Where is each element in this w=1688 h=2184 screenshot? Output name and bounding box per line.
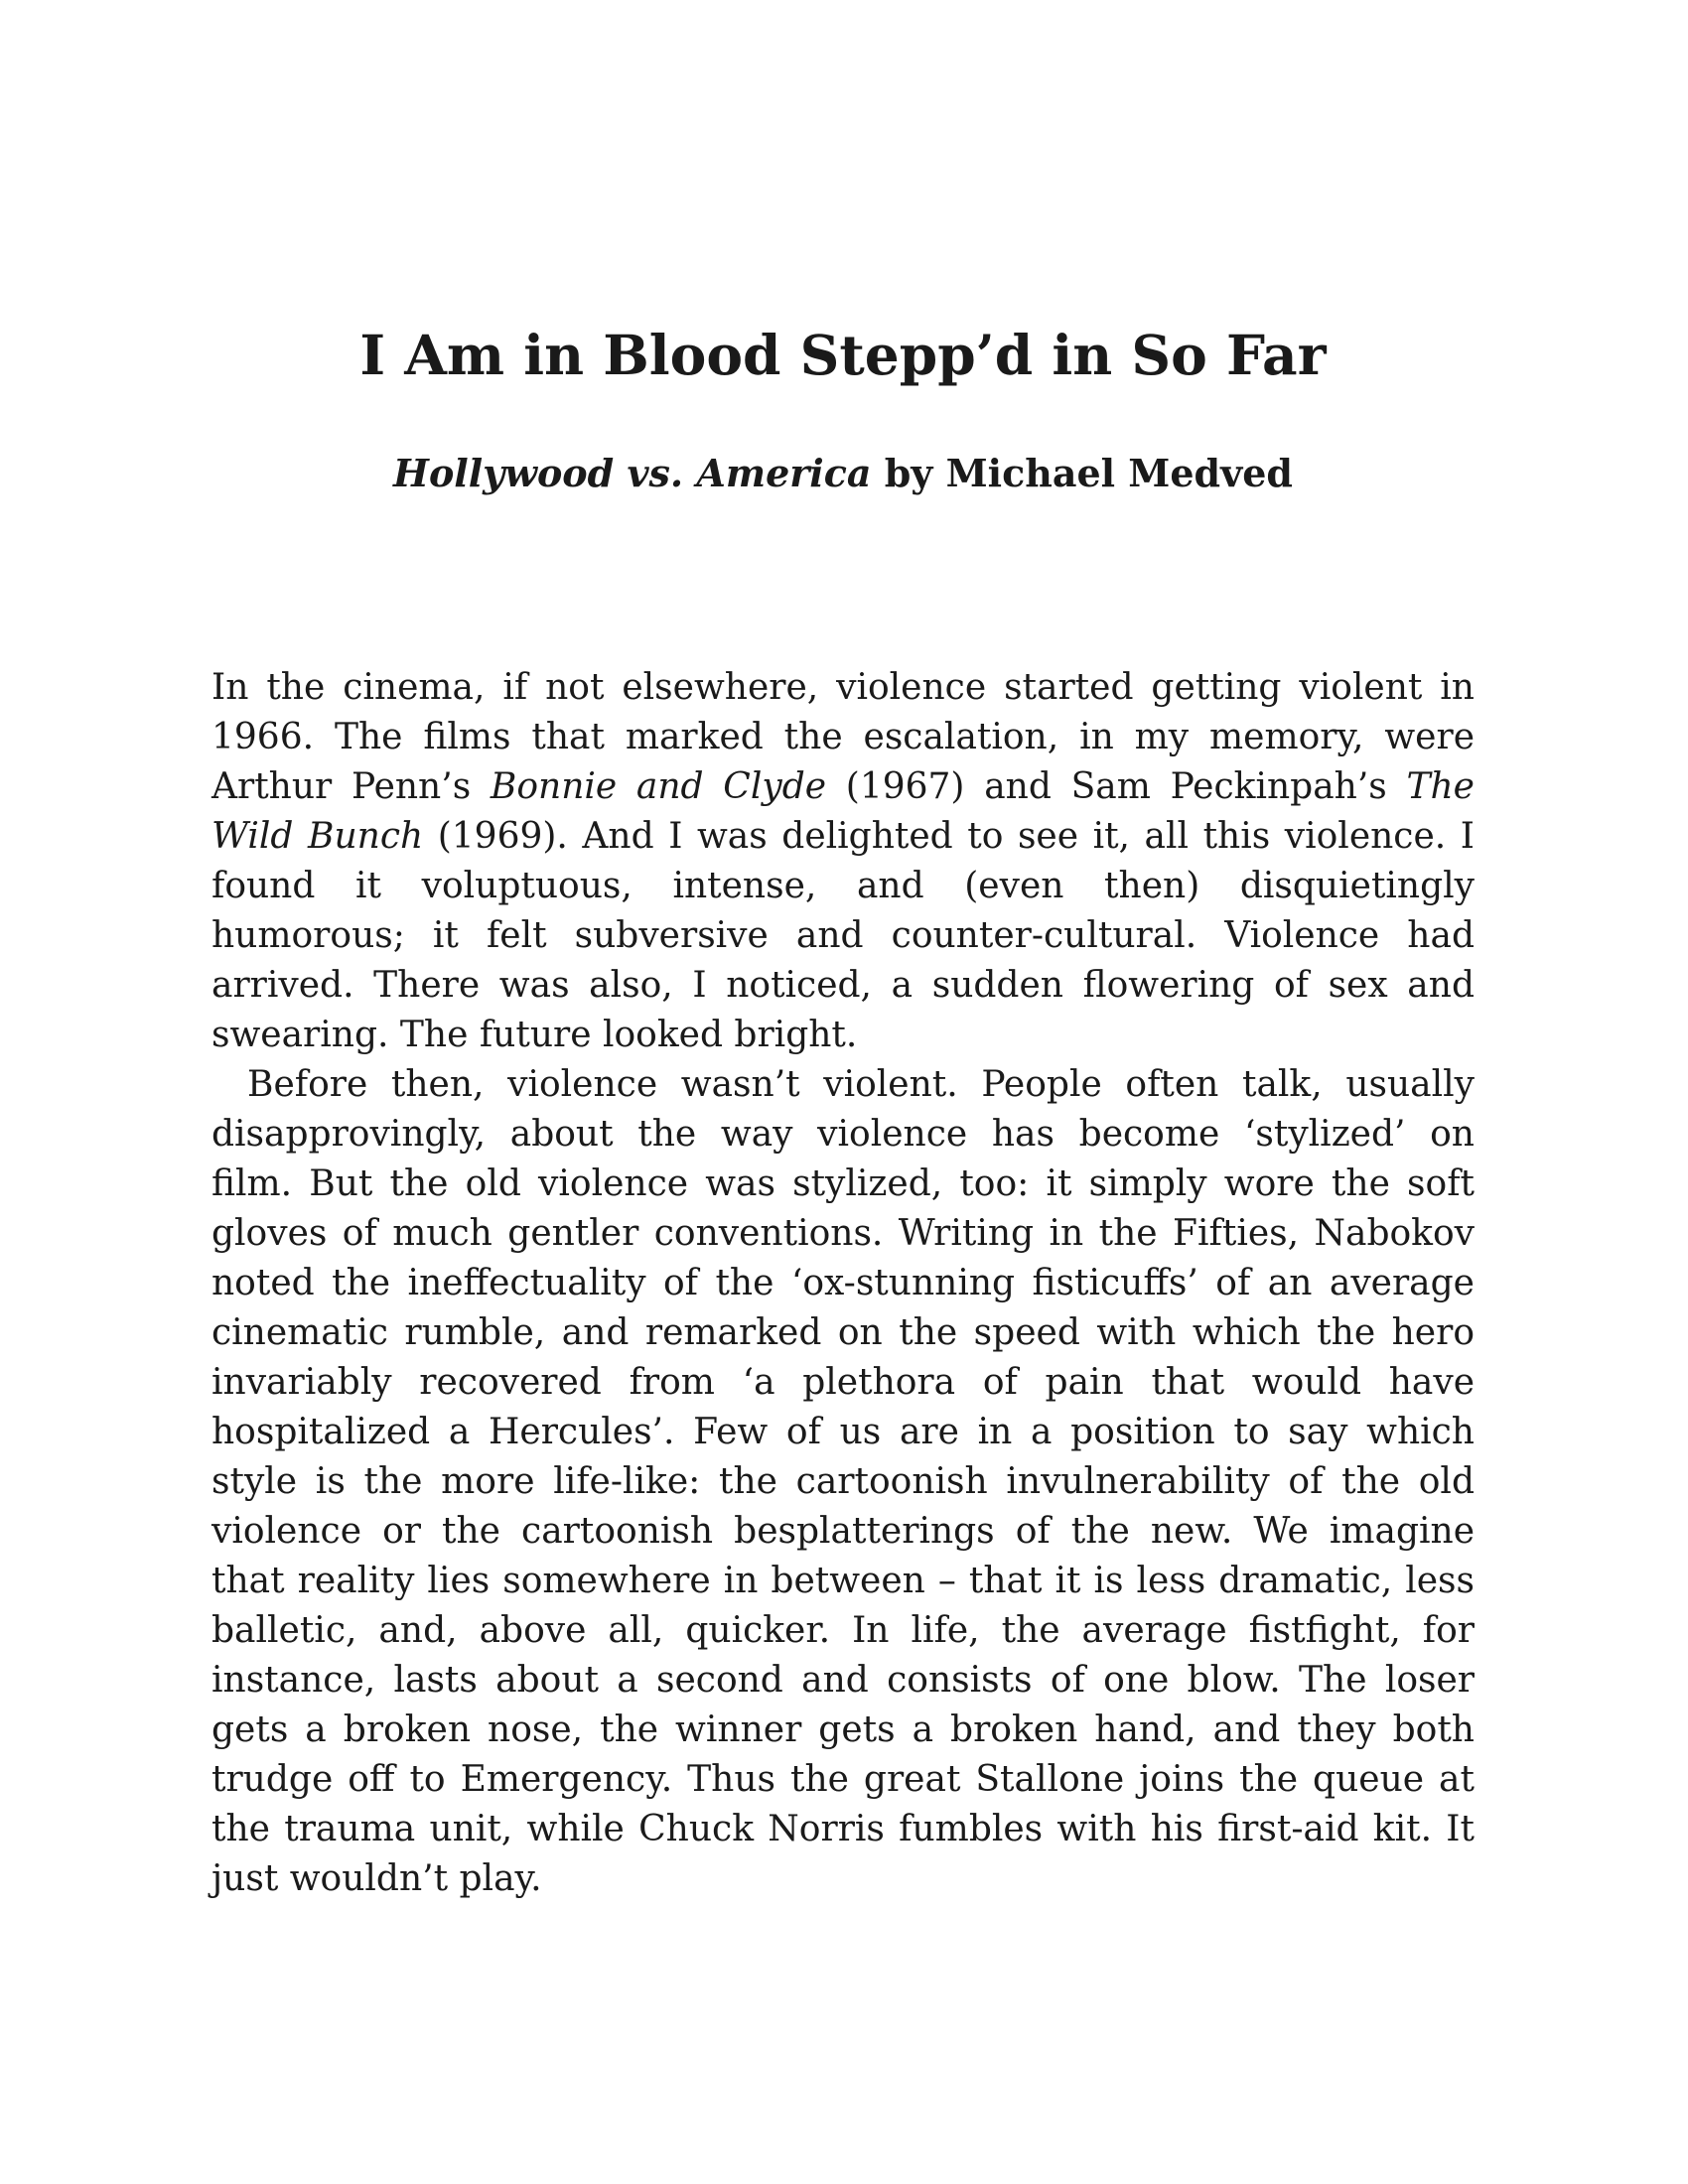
text-line: found it voluptuous, intense, and (even then) disquietingly xyxy=(211,866,1475,906)
text-line: disapprovingly, about the way violence has become ‘stylized’ on xyxy=(211,1114,1475,1155)
text-line: cinematic rumble, and remarked on the speed with which the hero xyxy=(211,1312,1475,1353)
text-line: 1966. The films that marked the escalation, in my memory, were xyxy=(211,717,1475,757)
italic-title: The xyxy=(1406,766,1475,807)
text-segment: (1967) and Sam Peckinpah’s xyxy=(826,766,1407,807)
paragraph xyxy=(211,1060,1475,1904)
text-line: gets a broken nose, the winner gets a broken hand, and they both xyxy=(211,1709,1475,1750)
text-line: that reality lies somewhere in between – that it is less dramatic, less xyxy=(211,1561,1475,1601)
text-line: film. But the old violence was stylized, too: it simply wore the soft xyxy=(211,1163,1475,1204)
text-line: arrived. There was also, I noticed, a sudden flowering of sex and xyxy=(211,965,1475,1006)
page-subtitle xyxy=(211,447,1475,500)
subtitle-book-title: Hollywood vs. America xyxy=(393,451,872,495)
text-line: swearing. The future looked bright. xyxy=(211,1015,858,1055)
body-text xyxy=(211,663,1475,1904)
italic-title: Bonnie and Clyde xyxy=(490,766,827,807)
text-line: Before then, violence wasn’t violent. People often talk, usually xyxy=(247,1064,1475,1105)
text-line xyxy=(211,812,1475,862)
text-line: style is the more life-like: the cartoonish invulnerability of the old xyxy=(211,1461,1475,1502)
subtitle-author: by Michael Medved xyxy=(871,451,1293,495)
paragraph xyxy=(211,663,1475,1060)
text-line xyxy=(211,762,1475,812)
text-line: balletic, and, above all, quicker. In life, the average fistfight, for xyxy=(211,1610,1475,1651)
italic-title: Wild Bunch xyxy=(211,816,424,857)
text-line: hospitalized a Hercules’. Few of us are in a position to say which xyxy=(211,1412,1475,1452)
text-line: instance, lasts about a second and consists of one blow. The loser xyxy=(211,1660,1475,1701)
text-line: violence or the cartoonish besplatterings of the new. We imagine xyxy=(211,1511,1475,1552)
text-line: humorous; it felt subversive and counter-cultural. Violence had xyxy=(211,915,1475,956)
text-line: gloves of much gentler conventions. Writing in the Fifties, Nabokov xyxy=(211,1213,1475,1254)
text-segment: (1969). And I was delighted to see it, all this violence. I xyxy=(423,816,1475,857)
text-line: trudge off to Emergency. Thus the great Stallone joins the queue at xyxy=(211,1759,1475,1800)
page-title: I Am in Blood Stepp’d in So Far xyxy=(359,323,1327,387)
text-line: noted the ineffectuality of the ‘ox-stunning fisticuffs’ of an average xyxy=(211,1263,1475,1303)
text-line: just wouldn’t play. xyxy=(211,1858,542,1899)
text-line: the trauma unit, while Chuck Norris fumbles with his first-aid kit. It xyxy=(211,1809,1475,1849)
text-line: invariably recovered from ‘a plethora of pain that would have xyxy=(211,1362,1475,1403)
text-segment: Arthur Penn’s xyxy=(211,766,491,807)
text-line: In the cinema, if not elsewhere, violence started getting violent in xyxy=(211,667,1475,708)
